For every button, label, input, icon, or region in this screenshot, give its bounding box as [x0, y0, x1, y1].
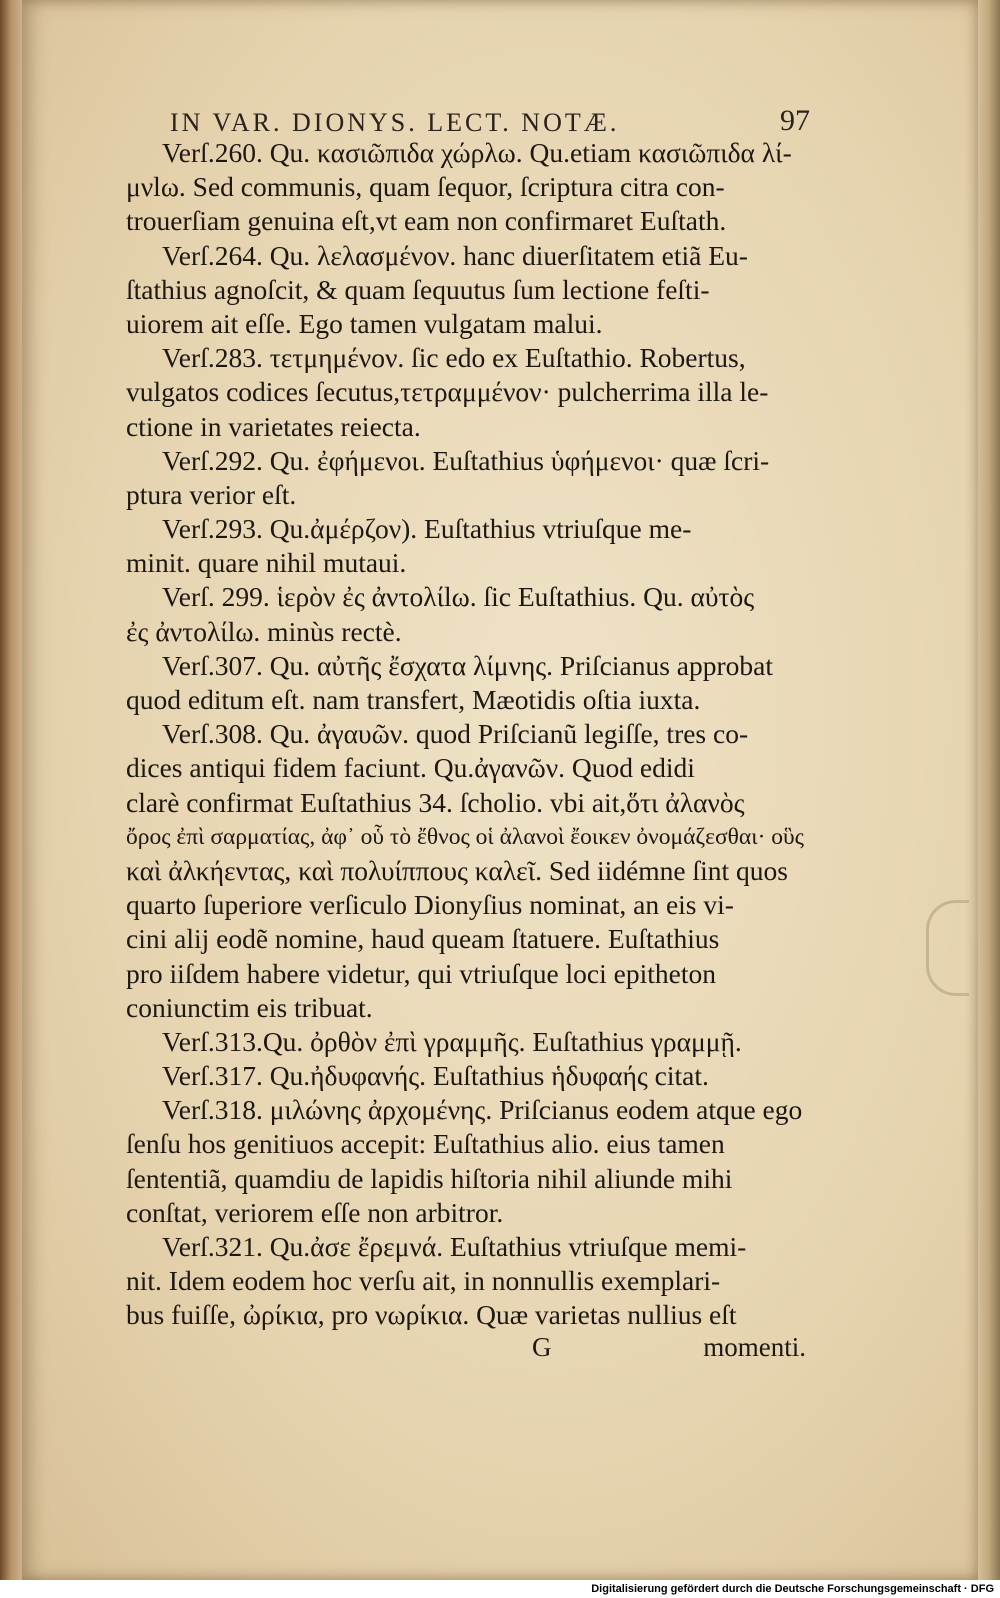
text-line: Verſ.307. Qu. αὐτῆς ἔσχατα λίμνης. Priſcianus approbat — [162, 649, 773, 681]
text-line: μνlω. Sed communis, quam ſequor, ſcriptura citra con- — [126, 171, 725, 203]
text-line: ἐς ἀντολίlω. minùs rectè. — [126, 615, 402, 647]
text-line: Verſ.318. μιλώνης ἀρχομένης. Priſcianus eodem atque ego — [162, 1094, 803, 1126]
running-title: IN VAR. DIONYS. LECT. NOTÆ. — [170, 108, 620, 137]
text-line: Verſ.260. Qu. κασιῶπιδα χώρλω. Qu.etiam κασιῶπιδα λί- — [162, 137, 792, 168]
text-line: ptura verior eſt. — [126, 478, 297, 510]
text-line: cini alij eodẽ nomine, haud queam ſtatuere. Euſtathius — [126, 923, 720, 955]
text-line: ſententiã, quamdiu de lapidis hiſtoria nihil aliunde mihi — [126, 1162, 733, 1194]
page-number: 97 — [780, 104, 810, 137]
signature-mark: G — [532, 1332, 552, 1362]
text-line: uiorem ait eſſe. Ego tamen vulgatam malui. — [126, 307, 603, 339]
text-line: Verſ.293. Qu.ἀμέρζον). Euſtathius vtriuſque me- — [162, 513, 692, 545]
text-line: Verſ.317. Qu.ἠδυφανής. Euſtathius ἡδυφαής citat. — [162, 1060, 709, 1092]
text-line: Verſ.264. Qu. λελασμένον. hanc diuerſitatem etiã Eu- — [162, 239, 748, 271]
text-line: conſtat, veriorem eſſe non arbitror. — [126, 1196, 504, 1228]
text-line: trouerſiam genuina eſt,vt eam non confirmaret Euſtath. — [126, 205, 727, 237]
body-text — [126, 136, 806, 1333]
text-line: Verſ.313.Qu. ὀρθὸν ἐπὶ γραμμῆς. Euſtathius γραμμῇ. — [162, 1025, 742, 1057]
text-line: quarto ſuperiore verſiculo Dionyſius nominat, an eis vi- — [126, 889, 734, 921]
text-line: nit. Idem eodem hoc verſu ait, in nonnullis exemplari- — [126, 1265, 721, 1297]
text-line: Verſ. 299. ἱερὸν ἐς ἀντολίlω. ſic Euſtathius. Qu. αὐτὸς — [162, 581, 755, 613]
footer-credit: Digitalisierung gefördert durch die Deutsche Forschungsgemeinschaft · DFG — [591, 1583, 994, 1595]
running-header — [170, 104, 810, 138]
text-line: Verſ.321. Qu.ἀσε ἔρεμνά. Euſtathius vtriuſque memi- — [162, 1231, 747, 1262]
text-line: Verſ.308. Qu. ἀγαυῶν. quod Priſcianũ legiſſe, tres co- — [162, 718, 749, 750]
text-line: clarè confirmat Euſtathius 34. ſcholio. vbi ait,ὅτι ἀλανὸς — [126, 786, 745, 818]
page-clip-mark — [926, 900, 969, 996]
text-line: Verſ.292. Qu. ἐφήμενοι. Euſtathius ὑφήμενοι· quæ ſcri- — [162, 444, 770, 476]
text-line: καὶ ἀλκήεντας, καὶ πολυίππους καλεῖ. Sed iidémne ſint quos — [126, 854, 788, 886]
text-line: minit. quare nihil mutaui. — [126, 547, 407, 579]
catchword: momenti. — [703, 1332, 806, 1362]
page-fore-edge — [978, 0, 1000, 1580]
text-line: pro iiſdem habere videtur, qui vtriuſque loci epitheton — [126, 957, 716, 989]
text-line: Verſ.283. τετμημένον. ſic edo ex Euſtathio. Robertus, — [162, 342, 746, 374]
text-line: coniunctim eis tribuat. — [126, 991, 373, 1023]
text-line: ſtathius agnoſcit, & quam ſequutus ſum lectione feſti- — [126, 273, 710, 305]
text-line: bus fuiſſe, ὠρίκια, pro νωρίκια. Quæ varietas nullius eſt — [126, 1299, 737, 1331]
text-line: ὄρος ἐπὶ σαρματίας, ἀφ᾽ οὗ τὸ ἔθνος οἱ ἀλανοὶ ἔοικεν ὀνομάζεσθαι· οὓς — [126, 823, 804, 850]
digitization-footer — [0, 1580, 1000, 1598]
text-line: quod editum eſt. nam transfert, Mæotidis oſtia iuxta. — [126, 684, 701, 715]
text-line: ctione in varietates reiecta. — [126, 410, 421, 442]
text-line: dices antiqui fidem faciunt. Qu.ἀγανῶν. Quod edidi — [126, 752, 695, 784]
text-line: ſenſu hos genitiuos accepit: Euſtathius alio. eius tamen — [126, 1128, 725, 1160]
text-line: vulgatos codices ſecutus,τετραμμένον· pulcherrima illa le- — [126, 376, 769, 408]
